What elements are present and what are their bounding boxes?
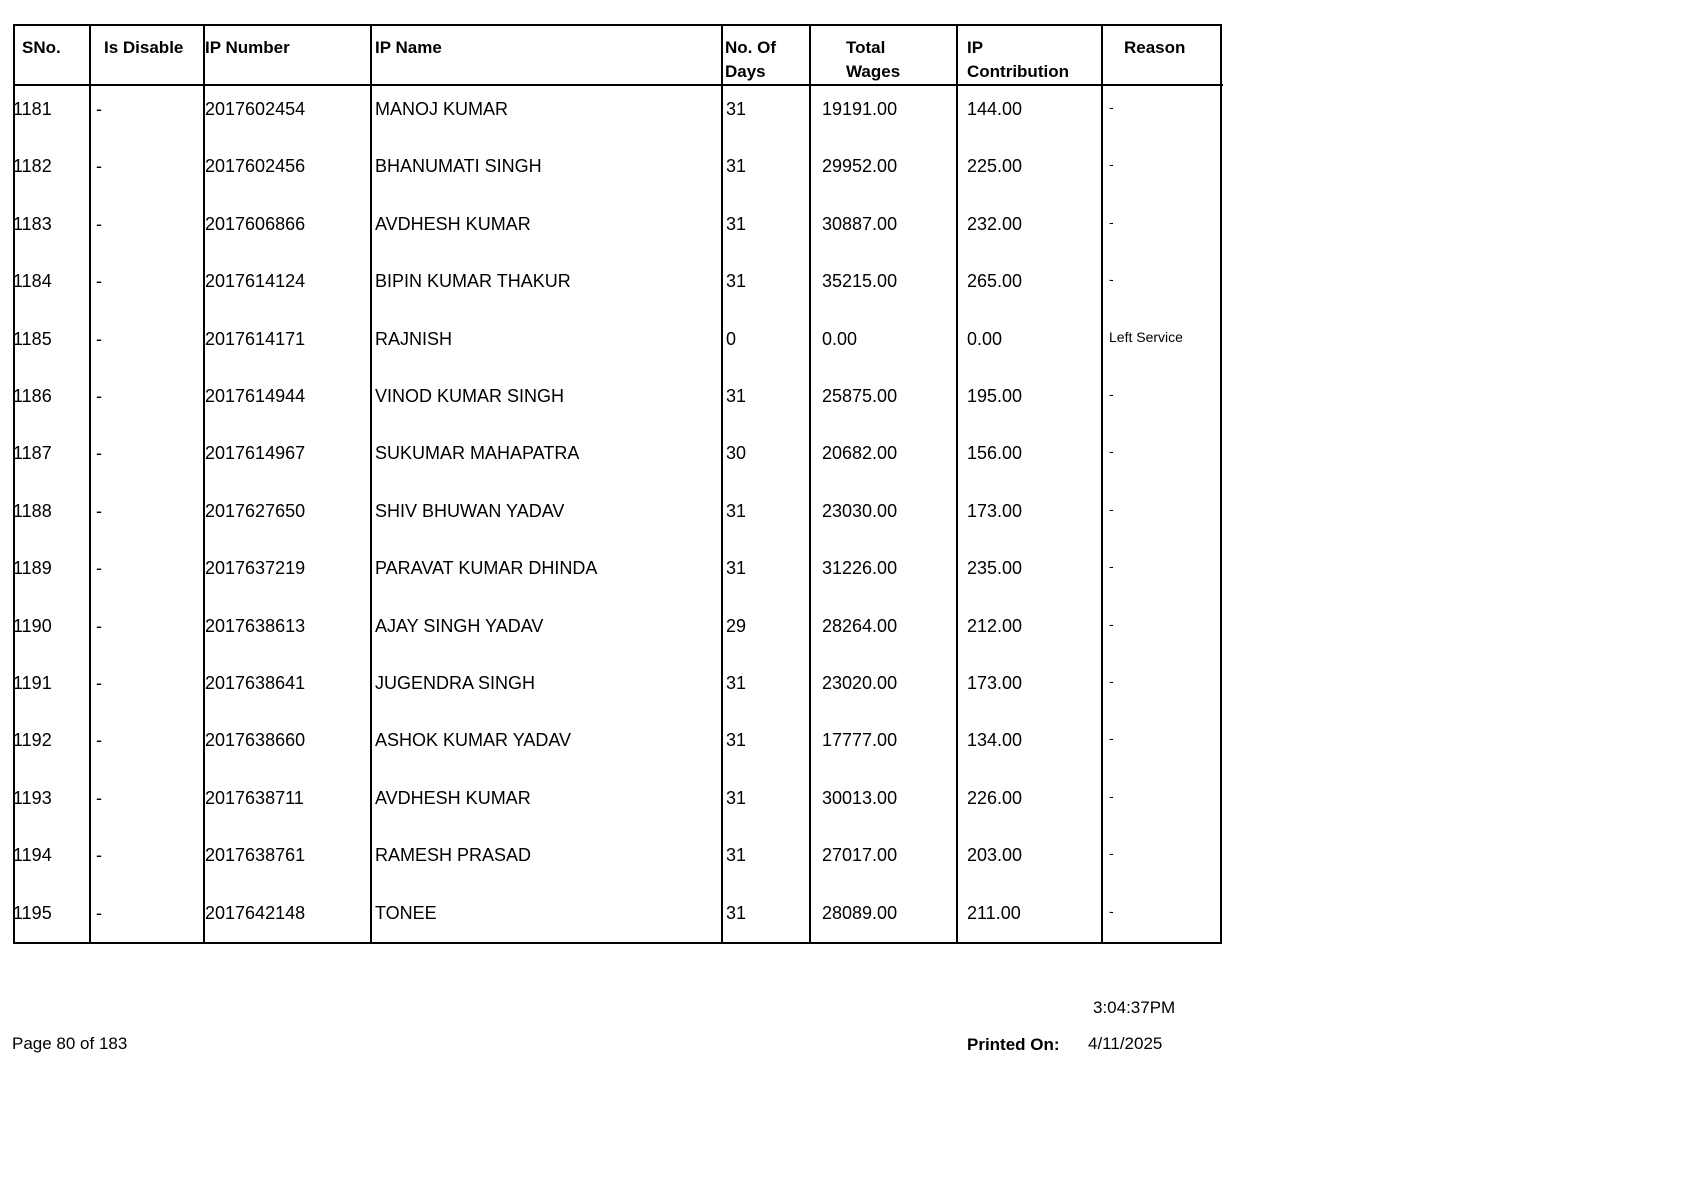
- cell-days: 31: [726, 787, 747, 808]
- cell-days: 31: [726, 673, 747, 693]
- cell-sno: 1186: [13, 386, 52, 406]
- cell-total-wages: 35215.00: [822, 271, 898, 292]
- cell-ip-number: 2017602456: [205, 156, 306, 177]
- cell-sno: 1193: [13, 787, 52, 808]
- cell-ip-name: BHANUMATI SINGH: [375, 156, 542, 177]
- cell-is-disable: -: [96, 500, 102, 521]
- cell-days: 31: [726, 213, 747, 234]
- cell-total-wages: 0.00: [822, 328, 858, 349]
- cell-days: 29: [726, 615, 747, 636]
- cell-reason: Left Service: [1109, 328, 1183, 345]
- header-days-line2: Days: [725, 62, 766, 81]
- cell-total-wages: 29952.00: [822, 156, 898, 177]
- cell-total-wages: 20682.00: [822, 443, 898, 464]
- cell-ip-number: 2017614124: [205, 271, 306, 292]
- cell-is-disable: -: [96, 99, 102, 119]
- header-ip-number: IP Number: [205, 38, 290, 57]
- cell-sno: 1184: [13, 271, 52, 292]
- table-row: [0, 86, 1682, 143]
- cell-is-disable: -: [96, 558, 102, 579]
- cell-ip-contribution: 173.00: [967, 673, 1023, 693]
- cell-ip-contribution: 212.00: [967, 615, 1023, 636]
- cell-ip-contribution: 144.00: [967, 99, 1023, 119]
- table-row: [0, 488, 1682, 545]
- cell-ip-number: 2017602454: [205, 99, 306, 119]
- cell-sno: 1182: [13, 156, 52, 177]
- cell-ip-number: 2017637219: [205, 558, 306, 579]
- page-number: Page 80 of 183: [12, 1034, 128, 1053]
- cell-reason: -: [1109, 673, 1114, 689]
- cell-is-disable: -: [96, 902, 102, 923]
- cell-ip-contribution: 203.00: [967, 845, 1023, 866]
- cell-total-wages: 19191.00: [822, 99, 898, 119]
- printed-time: 3:04:37PM: [1093, 998, 1176, 1017]
- cell-reason: -: [1109, 213, 1114, 230]
- cell-ip-number: 2017614944: [205, 386, 306, 406]
- table-row: [0, 316, 1682, 373]
- cell-reason: -: [1109, 271, 1114, 288]
- cell-ip-name: SHIV BHUWAN YADAV: [375, 500, 565, 521]
- cell-ip-contribution: 0.00: [967, 328, 1003, 349]
- cell-sno: 1190: [13, 615, 52, 636]
- table-row: [0, 201, 1682, 258]
- cell-days: 31: [726, 271, 747, 292]
- header-contribution-line2: Contribution: [967, 62, 1069, 81]
- cell-reason: -: [1109, 500, 1114, 517]
- table-row: [0, 890, 1682, 947]
- cell-ip-number: 2017627650: [205, 500, 306, 521]
- cell-is-disable: -: [96, 730, 102, 751]
- cell-total-wages: 30013.00: [822, 787, 898, 808]
- cell-ip-contribution: 232.00: [967, 213, 1023, 234]
- cell-ip-number: 2017638641: [205, 673, 306, 693]
- cell-reason: -: [1109, 558, 1114, 575]
- cell-reason: -: [1109, 787, 1114, 804]
- header-reason: Reason: [1124, 38, 1186, 57]
- cell-is-disable: -: [96, 787, 102, 808]
- cell-is-disable: -: [96, 156, 102, 177]
- cell-sno: 1189: [13, 558, 52, 579]
- cell-ip-name: RAJNISH: [375, 328, 453, 349]
- cell-ip-contribution: 195.00: [967, 386, 1023, 406]
- header-sno: SNo.: [22, 38, 61, 57]
- cell-days: 0: [726, 328, 737, 349]
- cell-ip-number: 2017638613: [205, 615, 306, 636]
- cell-days: 31: [726, 730, 747, 751]
- cell-reason: -: [1109, 386, 1114, 402]
- cell-sno: 1185: [13, 328, 52, 349]
- cell-is-disable: -: [96, 386, 102, 406]
- table-row: [0, 373, 1682, 430]
- cell-sno: 1195: [13, 902, 52, 923]
- cell-is-disable: -: [96, 615, 102, 636]
- cell-days: 30: [726, 443, 747, 464]
- cell-ip-number: 2017638660: [205, 730, 306, 751]
- cell-ip-contribution: 156.00: [967, 443, 1023, 464]
- cell-total-wages: 23020.00: [822, 673, 898, 693]
- table-row: [0, 545, 1682, 602]
- cell-ip-contribution: 265.00: [967, 271, 1023, 292]
- cell-reason: -: [1109, 845, 1114, 862]
- printed-on-label: Printed On:: [967, 1035, 1060, 1054]
- cell-days: 31: [726, 99, 747, 119]
- cell-ip-number: 2017642148: [205, 902, 306, 923]
- table-row: [0, 775, 1682, 832]
- cell-is-disable: -: [96, 271, 102, 292]
- cell-total-wages: 27017.00: [822, 845, 898, 866]
- cell-reason: -: [1109, 99, 1114, 115]
- cell-ip-name: SUKUMAR MAHAPATRA: [375, 443, 580, 464]
- cell-is-disable: -: [96, 328, 102, 349]
- cell-days: 31: [726, 902, 747, 923]
- cell-reason: -: [1109, 902, 1114, 919]
- cell-ip-contribution: 225.00: [967, 156, 1023, 177]
- printed-date: 4/11/2025: [1088, 1034, 1163, 1053]
- cell-ip-name: MANOJ KUMAR: [375, 99, 509, 119]
- cell-total-wages: 17777.00: [822, 730, 898, 751]
- cell-ip-name: AJAY SINGH YADAV: [375, 615, 544, 636]
- cell-total-wages: 23030.00: [822, 500, 898, 521]
- cell-sno: 1183: [13, 213, 52, 234]
- cell-total-wages: 28089.00: [822, 902, 898, 923]
- cell-ip-name: BIPIN KUMAR THAKUR: [375, 271, 571, 292]
- cell-total-wages: 28264.00: [822, 615, 898, 636]
- table-row: [0, 660, 1682, 717]
- cell-ip-contribution: 173.00: [967, 500, 1023, 521]
- header-is-disable: Is Disable: [104, 38, 184, 57]
- cell-is-disable: -: [96, 673, 102, 693]
- cell-sno: 1188: [13, 500, 52, 521]
- cell-ip-name: AVDHESH KUMAR: [375, 787, 531, 808]
- cell-days: 31: [726, 386, 747, 406]
- header-ip-name: IP Name: [375, 38, 442, 57]
- header-wages-line2: Wages: [846, 62, 901, 81]
- cell-ip-contribution: 235.00: [967, 558, 1023, 579]
- cell-sno: 1194: [13, 845, 52, 866]
- cell-reason: -: [1109, 730, 1114, 747]
- table-row: [0, 258, 1682, 315]
- cell-ip-contribution: 226.00: [967, 787, 1023, 808]
- cell-sno: 1192: [13, 730, 52, 751]
- cell-days: 31: [726, 845, 747, 866]
- cell-ip-number: 2017638711: [205, 787, 304, 808]
- cell-sno: 1187: [13, 443, 52, 464]
- cell-sno: 1181: [13, 99, 52, 119]
- table-row: [0, 143, 1682, 200]
- cell-total-wages: 25875.00: [822, 386, 898, 406]
- cell-ip-number: 2017614171: [205, 328, 306, 349]
- cell-days: 31: [726, 558, 747, 579]
- table-row: [0, 832, 1682, 889]
- header-wages-line1: Total: [846, 38, 886, 57]
- cell-is-disable: -: [96, 845, 102, 866]
- cell-ip-number: 2017638761: [205, 845, 306, 866]
- cell-ip-name: AVDHESH KUMAR: [375, 213, 531, 234]
- cell-ip-name: VINOD KUMAR SINGH: [375, 386, 565, 406]
- cell-total-wages: 30887.00: [822, 213, 898, 234]
- cell-ip-name: TONEE: [375, 902, 437, 923]
- cell-sno: 1191: [13, 673, 52, 693]
- cell-reason: -: [1109, 156, 1114, 173]
- cell-is-disable: -: [96, 443, 102, 464]
- cell-ip-contribution: 134.00: [967, 730, 1023, 751]
- cell-reason: -: [1109, 443, 1114, 460]
- cell-total-wages: 31226.00: [822, 558, 898, 579]
- cell-reason: -: [1109, 615, 1114, 632]
- header-days-line1: No. Of: [725, 38, 776, 57]
- cell-ip-number: 2017606866: [205, 213, 306, 234]
- cell-is-disable: -: [96, 213, 102, 234]
- cell-ip-name: RAMESH PRASAD: [375, 845, 532, 866]
- table-row: [0, 717, 1682, 774]
- cell-ip-number: 2017614967: [205, 443, 306, 464]
- header-contribution-line1: IP: [967, 38, 984, 57]
- cell-days: 31: [726, 500, 747, 521]
- cell-ip-name: JUGENDRA SINGH: [375, 673, 536, 693]
- cell-ip-name: PARAVAT KUMAR DHINDA: [375, 558, 598, 579]
- cell-days: 31: [726, 156, 747, 177]
- cell-ip-name: ASHOK KUMAR YADAV: [375, 730, 572, 751]
- cell-ip-contribution: 211.00: [967, 902, 1021, 923]
- table-row: [0, 603, 1682, 660]
- table-row: [0, 430, 1682, 487]
